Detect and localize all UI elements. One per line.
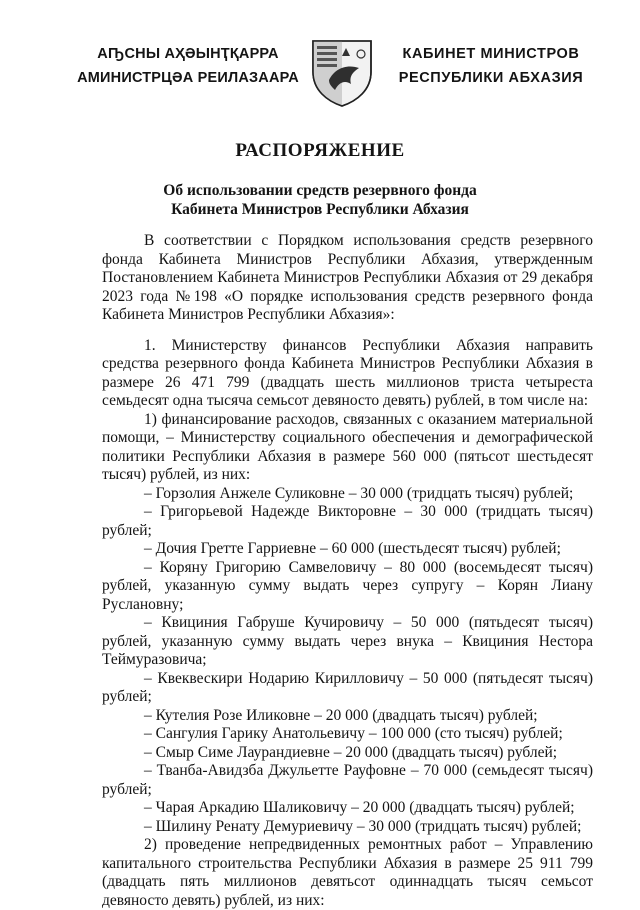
recipient-item: – Горзолия Анжеле Суликовне – 30 000 (тридцать тысяч) рублей; bbox=[144, 484, 574, 502]
subclause-2-paragraph: 2) проведение непредвиденных ремонтных работ – Управлению капитального строительства Республики Абхазия в размере 25 911 799 (двадцать пять миллионов девятьсот одиннадцать тысяч семьсот девяносто девять) рублей, из них: bbox=[102, 836, 593, 909]
recipient-item: – Коряну Григорию Самвеловичу – 80 000 (восемьдесят тысяч) рублей, указанную сумму выдать через супругу – Корян Лиану Руслановну; bbox=[102, 558, 593, 613]
recipient-item: – Дочия Гретте Гарриевне – 60 000 (шестьдесят тысяч) рублей; bbox=[144, 540, 561, 557]
recipient-item: – Тванба-Авидзба Джульетте Рауфовне – 70 000 (семьдесят тысяч) рублей; bbox=[102, 762, 593, 798]
recipient-item: – Сангулия Гарику Анатольевичу – 100 000 (сто тысяч) рублей; bbox=[144, 725, 563, 742]
recipient-item: – Шилину Ренату Демуриевичу – 30 000 (тридцать тысяч) рублей; bbox=[144, 817, 582, 835]
recipient-item: – Кутелия Розе Иликовне – 20 000 (двадцать тысяч) рублей; bbox=[144, 706, 538, 724]
clause-1-paragraph: 1. Министерству финансов Республики Абхазия направить средства резервного фонда Кабинета Министров Республики Абхазия в размере 26 471 799 (двадцать шесть миллионов триста четыреста семьдесят одна тысяча семьсот девяносто девять) рублей, в том числе на: bbox=[102, 336, 593, 409]
document-body bbox=[102, 232, 593, 910]
header-right-line2: РЕСПУБЛИКИ АБХАЗИЯ bbox=[398, 70, 584, 86]
header-left-line2: АМИНИСТРЦƏА РЕИЛАЗААРА bbox=[77, 70, 299, 86]
preamble-paragraph: В соответствии с Порядком использования средств резервного фонда Кабинета Министров Республики Абхазия, утвержденным Постановлением Кабинета Министров Республики Абхазия от 29 декабря 2023 года №198 «О порядке использования средств резервного фонда Кабинета Министров Республики Абхазия»: bbox=[102, 232, 593, 323]
subclause-1-paragraph: 1) финансирование расходов, связанных с оказанием материальной помощи, – Министерству социального обеспечения и демографической политики Республики Абхазия в размере 560 000 (пятьсот шестьдесят тысяч) рублей, из них: bbox=[102, 410, 593, 483]
header-right-org bbox=[380, 42, 602, 90]
recipient-item: – Квициния Габруше Кучировичу – 50 000 (пятьдесят тысяч) рублей, указанную сумму выдать через внука – Квициния Нестора Теймуразовича; bbox=[102, 614, 593, 668]
document-subtitle bbox=[110, 182, 530, 219]
recipient-item: – Григорьевой Надежде Викторовне – 30 000 (тридцать тысяч) рублей; bbox=[102, 503, 593, 539]
header-left-org bbox=[72, 42, 304, 90]
recipient-item: – Смыр Симе Лаурандиевне – 20 000 (двадцать тысяч) рублей; bbox=[144, 743, 558, 761]
document-title: РАСПОРЯЖЕНИЕ bbox=[235, 140, 405, 161]
recipient-item: – Чарая Аркадию Шаликовичу – 20 000 (двадцать тысяч) рублей; bbox=[144, 799, 575, 816]
recipient-item: – Квеквескири Нодарию Кирилловичу – 50 000 (пятьдесят тысяч) рублей; bbox=[102, 669, 593, 705]
subtitle-line1: Об использовании средств резервного фонда bbox=[163, 182, 477, 199]
subtitle-line2: Кабинета Министров Республики Абхазия bbox=[171, 200, 469, 218]
header-left-line1: АҦСНЫ АҲƏЫНҬҚАРРА bbox=[97, 46, 279, 62]
header-right-line1: КАБИНЕТ МИНИСТРОВ bbox=[402, 46, 580, 62]
coat-of-arms-icon bbox=[309, 38, 375, 108]
